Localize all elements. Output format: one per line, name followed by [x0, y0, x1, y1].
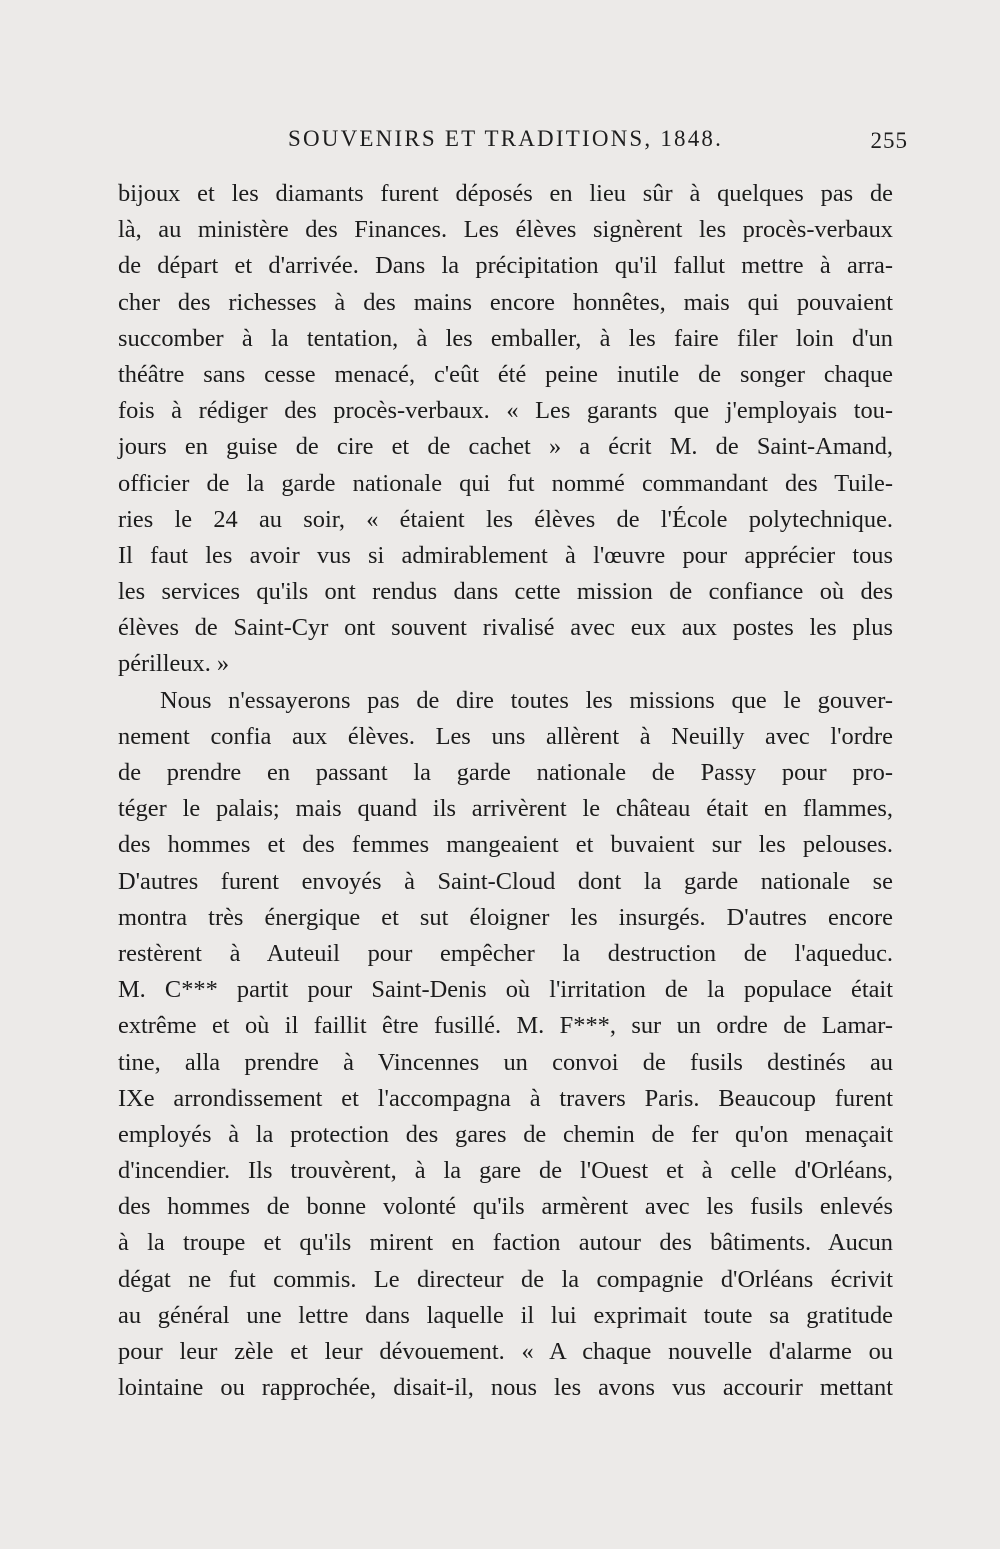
text-line: ries le 24 au soir, « étaient les élèves de l'École polytechnique. [118, 505, 893, 533]
text-line: lointaine ou rapprochée, disait-il, nous les avons vus accourir mettant [118, 1374, 893, 1402]
text-line: nement confia aux élèves. Les uns allèrent à Neuilly avec l'ordre [118, 722, 893, 750]
text-line: de départ et d'arrivée. Dans la précipitation qu'il fallut mettre à arra- [118, 252, 893, 280]
running-head [118, 126, 908, 166]
text-line: d'incendier. Ils trouvèrent, à la gare de l'Ouest et à celle d'Orléans, [118, 1157, 893, 1185]
running-title: SOUVENIRS ET TRADITIONS, 1848. [288, 126, 724, 151]
text-line: extrême et où il faillit être fusillé. M. F***, sur un ordre de Lamar- [118, 1012, 893, 1040]
text-line: jours en guise de cire et de cachet » a écrit M. de Saint-Amand, [118, 433, 893, 461]
text-line: pour leur zèle et leur dévouement. « A chaque nouvelle d'alarme ou [118, 1338, 893, 1365]
text-line: au général une lettre dans laquelle il lui exprimait toute sa gratitude [118, 1301, 893, 1329]
text-line: M. C*** partit pour Saint-Denis où l'irritation de la populace était [118, 976, 893, 1004]
text-line: cher des richesses à des mains encore honnêtes, mais qui pouvaient [118, 288, 893, 316]
text-line: les services qu'ils ont rendus dans cette mission de confiance où des [118, 578, 893, 606]
text-line: bijoux et les diamants furent déposés en lieu sûr à quelques pas de [118, 180, 893, 207]
paragraph-first-line: Nous n'essayerons pas de dire toutes les missions que le gouver- [160, 686, 893, 714]
text-line: de prendre en passant la garde nationale de Passy pour pro- [118, 759, 893, 786]
text-line: à la troupe et qu'ils mirent en faction autour des bâtiments. Aucun [118, 1229, 893, 1257]
text-line: des hommes et des femmes mangeaient et buvaient sur les pelouses. [118, 831, 893, 859]
text-line: IXe arrondissement et l'accompagna à travers Paris. Beaucoup furent [118, 1084, 893, 1112]
text-line: téger le palais; mais quand ils arrivèrent le château était en flammes, [118, 795, 893, 823]
text-line: dégat ne fut commis. Le directeur de la compagnie d'Orléans écrivit [118, 1265, 893, 1293]
text-line: succomber à la tentation, à les emballer, à les faire filer loin d'un [118, 324, 893, 352]
paragraph-end-line: périlleux. » [118, 650, 230, 678]
text-line: élèves de Saint-Cyr ont souvent rivalisé avec eux aux postes les plus [118, 614, 893, 642]
text-line: tine, alla prendre à Vincennes un convoi de fusils destinés au [118, 1048, 893, 1076]
page-number: 255 [870, 128, 908, 153]
text-line: des hommes de bonne volonté qu'ils armèrent avec les fusils enlevés [118, 1193, 893, 1221]
text-line: D'autres furent envoyés à Saint-Cloud dont la garde nationale se [118, 867, 893, 895]
text-line: théâtre sans cesse menacé, c'eût été peine inutile de songer chaque [118, 360, 893, 388]
text-line: là, au ministère des Finances. Les élèves signèrent les procès-verbaux [118, 216, 893, 244]
text-line: fois à rédiger des procès-verbaux. « Les garants que j'employais tou- [118, 397, 893, 425]
text-line: officier de la garde nationale qui fut nommé commandant des Tuile- [118, 469, 893, 497]
text-line: Il faut les avoir vus si admirablement à l'œuvre pour apprécier tous [118, 541, 893, 569]
text-line: employés à la protection des gares de chemin de fer qu'on menaçait [118, 1120, 893, 1148]
text-line: montra très énergique et sut éloigner les insurgés. D'autres encore [118, 903, 893, 931]
text-line: restèrent à Auteuil pour empêcher la destruction de l'aqueduc. [118, 939, 893, 967]
body-text [118, 176, 893, 1406]
